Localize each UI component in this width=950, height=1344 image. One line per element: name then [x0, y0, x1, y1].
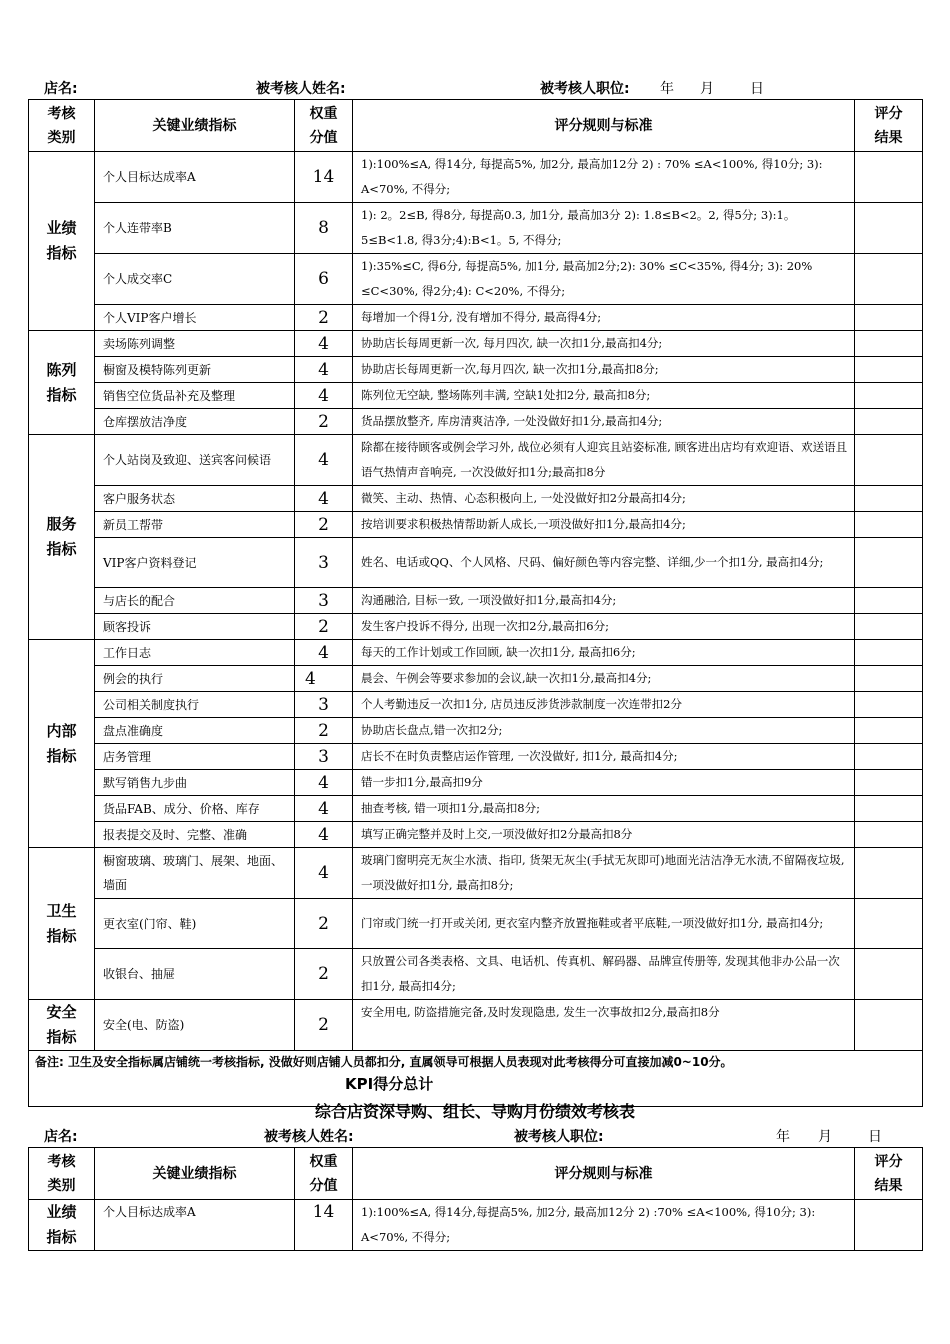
year-label: 年	[776, 1129, 790, 1145]
result-cell[interactable]	[855, 588, 923, 614]
rule-cell: 玻璃门窗明亮无灰尘水渍、指印, 货架无灰尘(手拭无灰即可)地面光洁洁净无水渍,不留隔夜垃圾,一项没做好扣1分, 最高扣8分;	[353, 848, 855, 899]
note-cell: 备注: 卫生及安全指标属店铺统一考核指标, 没做好则店铺人员都扣分, 直属领导可根据人员表现对此考核得分可直接加减0~10分。	[29, 1051, 923, 1107]
result-cell[interactable]	[855, 796, 923, 822]
indicator-cell: 例会的执行	[95, 666, 295, 692]
name-label: 被考核人姓名:	[264, 1129, 354, 1145]
indicator-cell: 橱窗及模特陈列更新	[95, 357, 295, 383]
weight-cell: 2	[295, 899, 353, 949]
indicator-cell: 客户服务状态	[95, 486, 295, 512]
result-cell[interactable]	[855, 152, 923, 203]
rule-cell: 抽查考核, 错一项扣1分,最高扣8分;	[353, 796, 855, 822]
weight-cell: 2	[295, 718, 353, 744]
header-line-1	[28, 78, 922, 98]
col-result-header: 评分结果	[855, 1148, 923, 1200]
indicator-cell: 与店长的配合	[95, 588, 295, 614]
result-cell[interactable]	[855, 512, 923, 538]
day-label: 日	[868, 1129, 882, 1145]
rule-cell: 除都在接待顾客或例会学习外, 战位必须有人迎宾且站姿标准, 顾客进出店均有欢迎语、欢送语且语气热情声音响亮, 一次没做好扣1分;最高扣8分	[353, 435, 855, 486]
col-category-header: 考核类别	[29, 1148, 95, 1200]
weight-cell: 6	[295, 254, 353, 305]
performance-table	[28, 99, 923, 1107]
result-cell[interactable]	[855, 331, 923, 357]
col-indicator-header: 关键业绩指标	[95, 100, 295, 152]
indicator-cell: 销售空位货品补充及整理	[95, 383, 295, 409]
weight-cell: 4	[295, 357, 353, 383]
rule-cell: 门帘或门统一打开或关闭, 更衣室内整齐放置拖鞋或者平底鞋,一项没做好扣1分, 最高扣4分;	[353, 899, 855, 949]
indicator-cell: 橱窗玻璃、玻璃门、展架、地面、墙面	[95, 848, 295, 899]
result-cell[interactable]	[855, 357, 923, 383]
weight-cell: 2	[295, 305, 353, 331]
rule-cell: 填写正确完整并及时上交,一项没做好扣2分最高扣8分	[353, 822, 855, 848]
category-safety: 安全指标	[29, 1000, 95, 1051]
indicator-cell: 新员工帮带	[95, 512, 295, 538]
rule-cell: 1):100%≤A, 得14分,每提高5%, 加2分, 最高加12分 2) :70% ≤A<100%, 得10分; 3): A<70%, 不得分;	[353, 1200, 855, 1251]
indicator-cell: 更衣室(门帘、鞋)	[95, 899, 295, 949]
rule-cell: 只放置公司各类表格、文具、电话机、传真机、解码器、品牌宣传册等, 发现其他非办公品一次扣1分, 最高扣4分;	[353, 949, 855, 1000]
result-cell[interactable]	[855, 718, 923, 744]
weight-cell: 14	[295, 1200, 353, 1251]
indicator-cell: 工作日志	[95, 640, 295, 666]
weight-cell: 4	[295, 666, 353, 692]
result-cell[interactable]	[855, 744, 923, 770]
result-cell[interactable]	[855, 692, 923, 718]
rule-cell: 个人考勤违反一次扣1分, 店员违反涉货涉款制度一次连带扣2分	[353, 692, 855, 718]
weight-cell: 4	[295, 770, 353, 796]
weight-cell: 4	[295, 486, 353, 512]
rule-cell: 晨会、午例会等要求参加的会议,缺一次扣1分,最高扣4分;	[353, 666, 855, 692]
col-rule-header: 评分规则与标准	[353, 100, 855, 152]
col-indicator-header: 关键业绩指标	[95, 1148, 295, 1200]
indicator-cell: VIP客户资料登记	[95, 538, 295, 588]
result-cell[interactable]	[855, 848, 923, 899]
col-weight-header: 权重分值	[295, 1148, 353, 1200]
weight-cell: 4	[295, 435, 353, 486]
indicator-cell: 仓库摆放洁净度	[95, 409, 295, 435]
weight-cell: 3	[295, 744, 353, 770]
result-cell[interactable]	[855, 1200, 923, 1251]
col-weight-header: 权重分值	[295, 100, 353, 152]
indicator-cell: 卖场陈列调整	[95, 331, 295, 357]
indicator-cell: 盘点准确度	[95, 718, 295, 744]
weight-cell: 2	[295, 614, 353, 640]
weight-cell: 4	[295, 383, 353, 409]
rule-cell: 安全用电, 防盗措施完备,及时发现隐患, 发生一次事故扣2分,最高扣8分	[353, 1000, 855, 1051]
indicator-cell: 店务管理	[95, 744, 295, 770]
year-label: 年	[660, 81, 674, 97]
rule-cell: 陈列位无空缺, 整场陈列丰满, 空缺1处扣2分, 最高扣8分;	[353, 383, 855, 409]
result-cell[interactable]	[855, 899, 923, 949]
category-performance: 业绩指标	[29, 1200, 95, 1251]
indicator-cell: 个人成交率C	[95, 254, 295, 305]
weight-cell: 8	[295, 203, 353, 254]
weight-cell: 2	[295, 1000, 353, 1051]
weight-cell: 2	[295, 409, 353, 435]
weight-cell: 3	[295, 538, 353, 588]
indicator-cell: 个人站岗及致迎、送宾客问候语	[95, 435, 295, 486]
rule-cell: 姓名、电话或QQ、个人风格、尺码、偏好颜色等内容完整、详细,少一个扣1分, 最高扣4分;	[353, 538, 855, 588]
result-cell[interactable]	[855, 614, 923, 640]
weight-cell: 4	[295, 640, 353, 666]
performance-table-2	[28, 1147, 923, 1251]
result-cell[interactable]	[855, 822, 923, 848]
category-internal: 内部指标	[29, 640, 95, 848]
weight-cell: 4	[295, 796, 353, 822]
result-cell[interactable]	[855, 435, 923, 486]
weight-cell: 2	[295, 512, 353, 538]
result-cell[interactable]	[855, 486, 923, 512]
indicator-cell: 个人VIP客户增长	[95, 305, 295, 331]
category-display: 陈列指标	[29, 331, 95, 435]
name-label: 被考核人姓名:	[256, 81, 346, 97]
indicator-cell: 货品FAB、成分、价格、库存	[95, 796, 295, 822]
indicator-cell: 个人目标达成率A	[95, 1200, 295, 1251]
weight-cell: 3	[295, 588, 353, 614]
category-performance: 业绩指标	[29, 152, 95, 331]
rule-cell: 每天的工作计划或工作回顾, 缺一次扣1分, 最高扣6分;	[353, 640, 855, 666]
indicator-cell: 顾客投诉	[95, 614, 295, 640]
kpi-total-label: KPI得分总计	[345, 1075, 434, 1093]
rule-cell: 1): 2。2≤B, 得8分, 每提高0.3, 加1分, 最高加3分 2): 1.8≤B<2。2, 得5分; 3):1。5≤B<1.8, 得3分;4):B<1。5, 不得分;	[353, 203, 855, 254]
weight-cell: 3	[295, 692, 353, 718]
position-label: 被考核人职位:	[540, 81, 630, 97]
indicator-cell: 默写销售九步曲	[95, 770, 295, 796]
indicator-cell: 安全(电、防盗)	[95, 1000, 295, 1051]
rule-cell: 1):35%≤C, 得6分, 每提高5%, 加1分, 最高加2分;2): 30% ≤C<35%, 得4分; 3): 20% ≤C<30%, 得2分;4): C<20%, 不得分;	[353, 254, 855, 305]
col-result-header: 评分结果	[855, 100, 923, 152]
indicator-cell: 报表提交及时、完整、准确	[95, 822, 295, 848]
rule-cell: 微笑、主动、热情、心态积极向上, 一处没做好扣2分最高扣4分;	[353, 486, 855, 512]
rule-cell: 1):100%≤A, 得14分, 每提高5%, 加2分, 最高加12分 2) : 70% ≤A<100%, 得10分; 3): A<70%, 不得分;	[353, 152, 855, 203]
col-rule-header: 评分规则与标准	[353, 1148, 855, 1200]
rule-cell: 沟通融洽, 目标一致, 一项没做好扣1分,最高扣4分;	[353, 588, 855, 614]
result-cell[interactable]	[855, 538, 923, 588]
category-service: 服务指标	[29, 435, 95, 640]
result-cell[interactable]	[855, 383, 923, 409]
result-cell[interactable]	[855, 203, 923, 254]
rule-cell: 发生客户投诉不得分, 出现一次扣2分,最高扣6分;	[353, 614, 855, 640]
header-line-2	[28, 1126, 922, 1146]
rule-cell: 协助店长盘点,错一次扣2分;	[353, 718, 855, 744]
second-form-title: 综合店资深导购、组长、导购月份绩效考核表	[314, 1102, 635, 1121]
rule-cell: 店长不在时负责整店运作管理, 一次没做好, 扣1分, 最高扣4分;	[353, 744, 855, 770]
indicator-cell: 收银台、抽屉	[95, 949, 295, 1000]
col-category-header: 考核类别	[29, 100, 95, 152]
result-cell[interactable]	[855, 409, 923, 435]
rule-cell: 每增加一个得1分, 没有增加不得分, 最高得4分;	[353, 305, 855, 331]
rule-cell: 协助店长每周更新一次,每月四次, 缺一次扣1分,最高扣8分;	[353, 357, 855, 383]
store-label: 店名:	[44, 81, 78, 97]
result-cell[interactable]	[855, 640, 923, 666]
indicator-cell: 个人连带率B	[95, 203, 295, 254]
weight-cell: 14	[295, 152, 353, 203]
day-label: 日	[750, 81, 764, 97]
rule-cell: 按培训要求积极热情帮助新人成长,一项没做好扣1分,最高扣4分;	[353, 512, 855, 538]
rule-cell: 错一步扣1分,最高扣9分	[353, 770, 855, 796]
rule-cell: 协助店长每周更新一次, 每月四次, 缺一次扣1分,最高扣4分;	[353, 331, 855, 357]
result-cell[interactable]	[855, 666, 923, 692]
weight-cell: 4	[295, 331, 353, 357]
month-label: 月	[818, 1129, 832, 1145]
rule-cell: 货品摆放整齐, 库房清爽洁净, 一处没做好扣1分,最高扣4分;	[353, 409, 855, 435]
position-label: 被考核人职位:	[514, 1129, 604, 1145]
result-cell[interactable]	[855, 254, 923, 305]
weight-cell: 4	[295, 822, 353, 848]
result-cell[interactable]	[855, 949, 923, 1000]
store-label: 店名:	[44, 1129, 78, 1145]
indicator-cell: 个人目标达成率A	[95, 152, 295, 203]
weight-cell: 2	[295, 949, 353, 1000]
indicator-cell: 公司相关制度执行	[95, 692, 295, 718]
month-label: 月	[700, 81, 714, 97]
result-cell[interactable]	[855, 305, 923, 331]
weight-cell: 4	[295, 848, 353, 899]
category-hygiene: 卫生指标	[29, 848, 95, 1000]
result-cell[interactable]	[855, 770, 923, 796]
result-cell[interactable]	[855, 1000, 923, 1051]
